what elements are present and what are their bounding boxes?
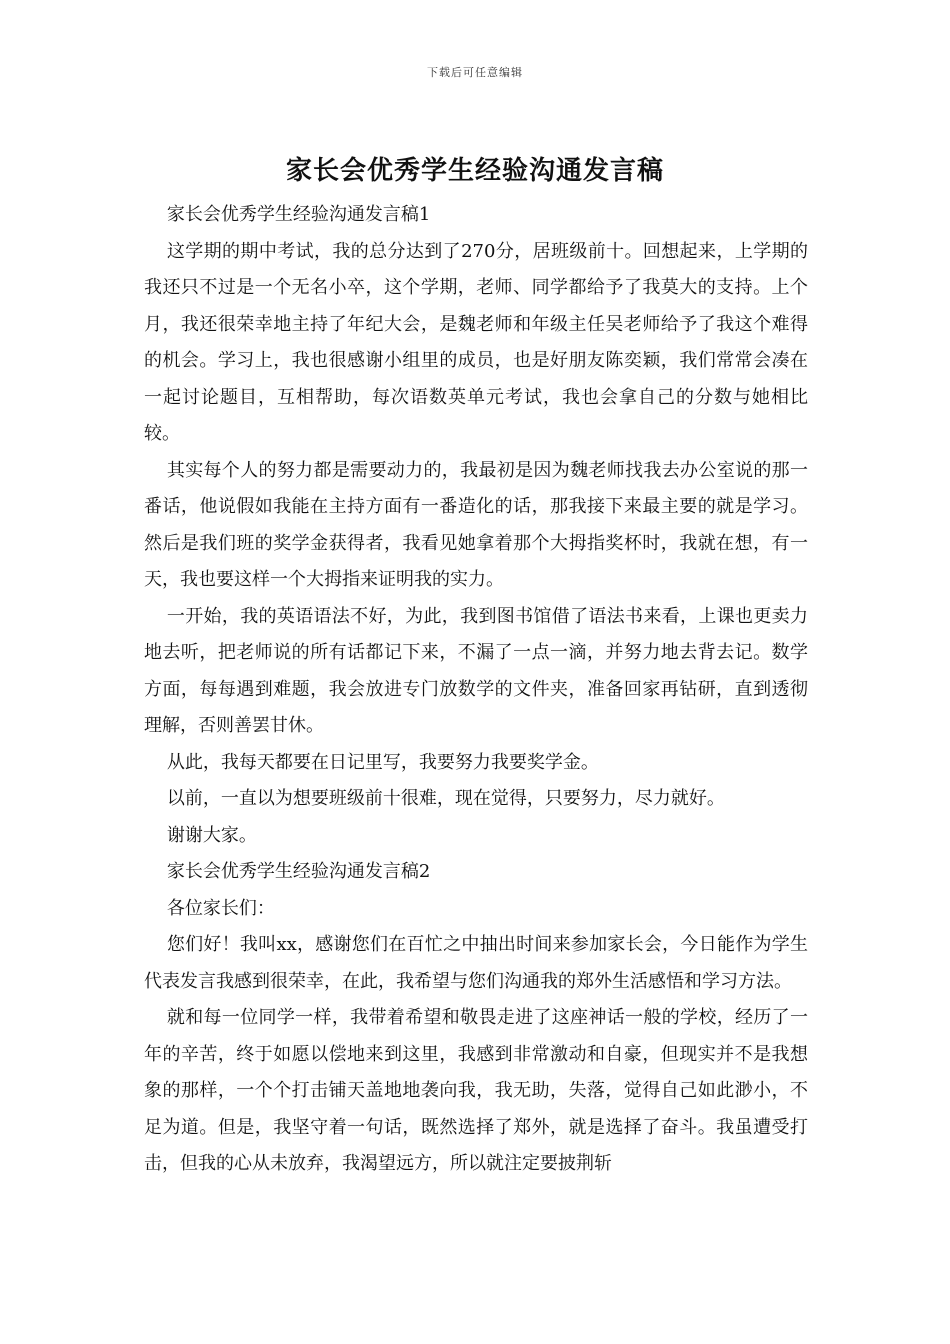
subheading-1: 家长会优秀学生经验沟通发言稿1 [166, 204, 431, 225]
paragraph: 这学期的期中考试，我的总分达到了270分，居班级前十。回想起来，上学期的我还只不过是一个无名小卒，这个学期，老师、同学都给予了我莫大的支持。上个月，我还很荣幸地主持了年纪大会，是魏老师和年级主任吴老师给予了我这个难得的机会。学习上，我也很感谢小组里的成员，也是好朋友陈奕颖，我们常常会凑在一起讨论题目，互相帮助，每次语数英单元考试，我也会拿自己的分数与她相比较。 [144, 240, 808, 444]
header-note: 下载后可任意编辑 [427, 66, 523, 79]
document-body [144, 197, 808, 1183]
paragraph: 谢谢大家。 [166, 824, 257, 846]
paragraph: 就和每一位同学一样，我带着希望和敬畏走进了这座神话一般的学校，经历了一年的辛苦，终于如愿以偿地来到这里，我感到非常激动和自豪，但现实并不是我想象的那样，一个个打击铺天盖地地袭向我，我无助，失落，觉得自己如此渺小，不足为道。但是，我坚守着一句话，既然选择了郑外，就是选择了奋斗。我虽遭受打击，但我的心从未放弃，我渴望远方，所以就注定要披荆斩 [144, 1007, 808, 1174]
paragraph: 您们好！我叫xx，感谢您们在百忙之中抽出时间来参加家长会，今日能作为学生代表发言我感到很荣幸，在此，我希望与您们沟通我的郑外生活感悟和学习方法。 [144, 934, 808, 992]
paragraph: 一开始，我的英语语法不好，为此，我到图书馆借了语法书来看，上课也更卖力地去听，把老师说的所有话都记下来，不漏了一点一滴，并努力地去背去记。数学方面，每每遇到难题，我会放进专门放数学的文件夹，准备回家再钻研，直到透彻理解，否则善罢甘休。 [144, 605, 808, 736]
document-title: 家长会优秀学生经验沟通发言稿 [285, 156, 664, 186]
paragraph: 从此，我每天都要在日记里写，我要努力我要奖学金。 [166, 751, 599, 773]
paragraph: 其实每个人的努力都是需要动力的，我最初是因为魏老师找我去办公室说的那一番话，他说假如我能在主持方面有一番造化的话，那我接下来最主要的就是学习。然后是我们班的奖学金获得者，我看见她拿着那个大拇指奖杯时，我就在想，有一天，我也要这样一个大拇指来证明我的实力。 [144, 459, 808, 590]
salutation: 各位家长们： [166, 897, 275, 919]
paragraph: 以前，一直以为想要班级前十很难，现在觉得，只要努力，尽力就好。 [166, 788, 725, 809]
subheading-2: 家长会优秀学生经验沟通发言稿2 [166, 861, 431, 882]
